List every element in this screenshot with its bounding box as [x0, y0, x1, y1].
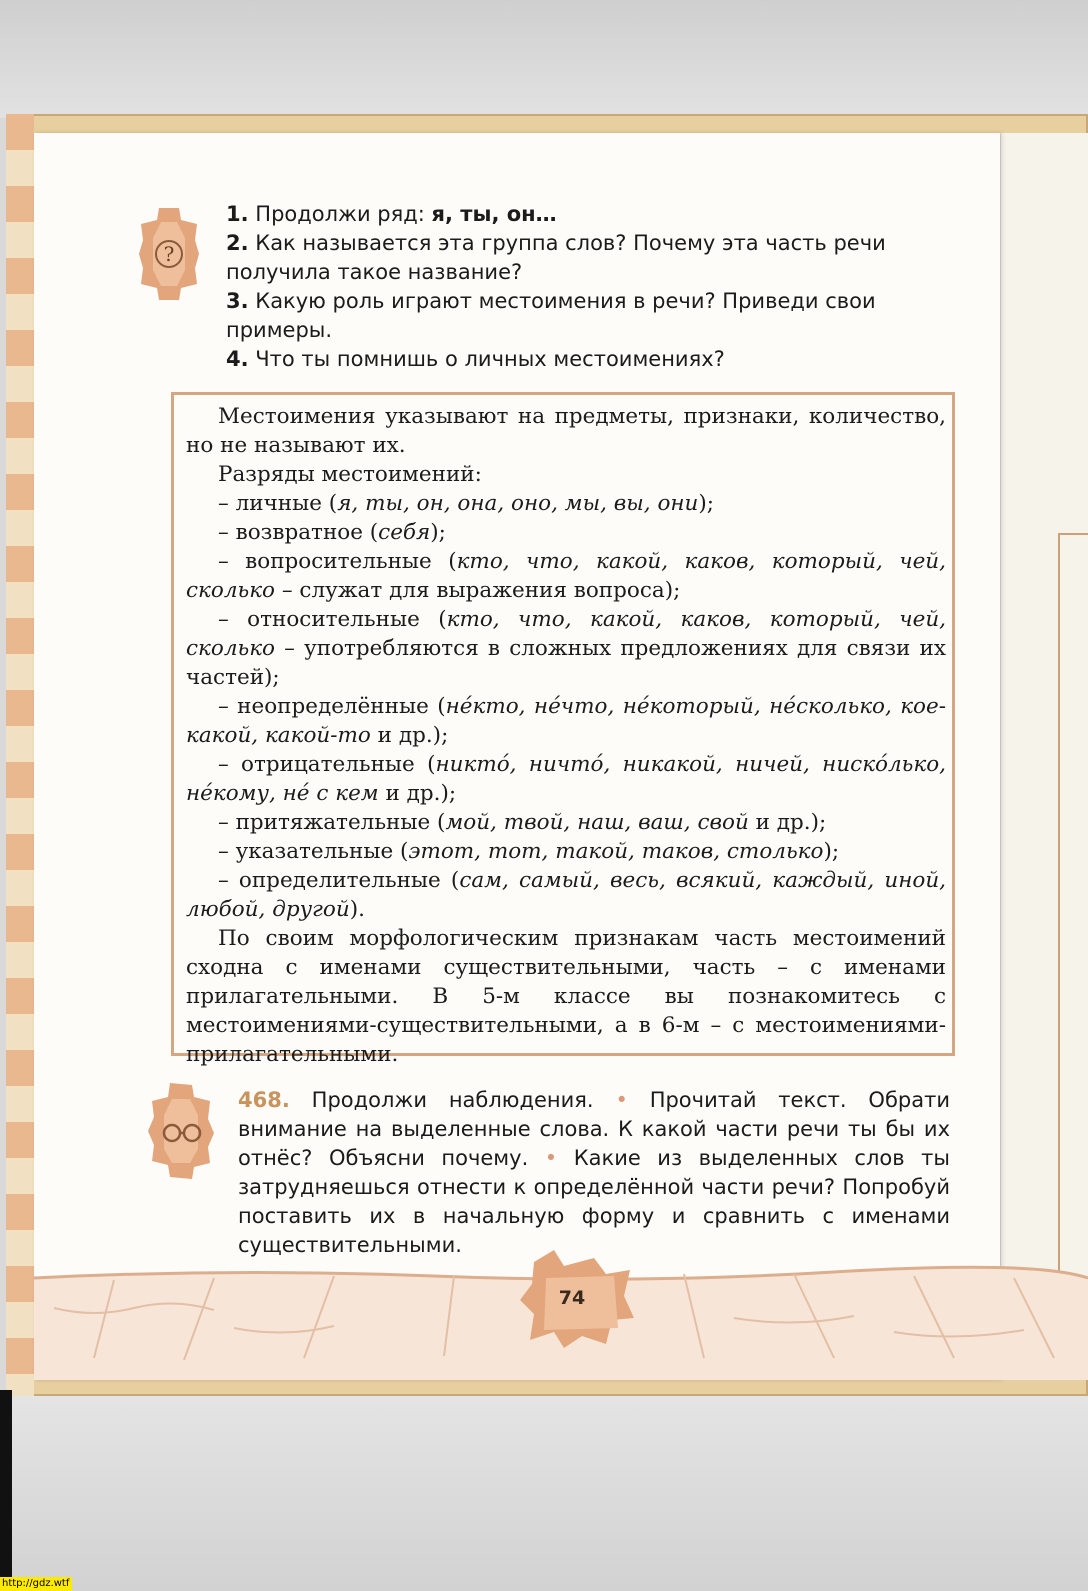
category-examples: сам, самый, весь, всякий, каждый, иной, любой, другой — [186, 868, 947, 922]
category-item — [186, 489, 946, 518]
category-item — [186, 750, 946, 808]
question-number: 3. — [226, 289, 249, 313]
exercise-number: 468. — [238, 1088, 290, 1112]
scan-dark-strip — [0, 1390, 12, 1591]
category-item — [186, 692, 946, 750]
category-name: – относительные ( — [218, 607, 447, 632]
rule-intro: Местоимения указывают на предметы, признаки, количество, но не называют их. — [186, 404, 946, 458]
category-tail: ); — [698, 491, 715, 516]
category-item — [186, 866, 946, 924]
question-text: Что ты помнишь о личных местоимениях? — [255, 347, 725, 371]
category-item — [186, 808, 946, 837]
rule-conclusion: По своим морфологическим признакам часть местоимений сходна с именами существительными, часть – с именами прилагательными. В 5-м классе вы познакомитесь с местоимениями-существительными, а в 6-м – с местоимениями-прилагательными. — [186, 926, 946, 1067]
category-name: – личные ( — [218, 491, 338, 516]
cover-pattern — [6, 114, 34, 1396]
watermark-label: http://gdz.wtf — [0, 1577, 72, 1591]
category-name: – притяжательные ( — [218, 810, 446, 835]
category-tail: ); — [823, 839, 840, 864]
category-tail: и др.); — [378, 781, 457, 806]
rule-heading: Разряды местоимений: — [218, 462, 482, 487]
question-number: 4. — [226, 347, 249, 371]
category-examples: мой, твой, наш, ваш, свой — [445, 810, 749, 835]
category-tail: и др.); — [370, 723, 449, 748]
category-name: – определительные ( — [218, 868, 460, 893]
category-tail: ); — [430, 520, 446, 545]
exercise-paragraph — [238, 1086, 950, 1260]
question-item — [226, 287, 946, 345]
question-item — [226, 229, 946, 287]
exercise-task: Прочитай текст. Обрати внимание на выделенные слова. К какой части речи ты бы их отнёс? Объясни почему. — [238, 1088, 950, 1170]
category-examples: я, ты, он, она, оно, мы, вы, они — [337, 491, 699, 516]
exercise-task: Продолжи наблюдения. — [311, 1088, 594, 1112]
category-name: – вопросительные ( — [218, 549, 457, 574]
category-name: – отрицательные ( — [218, 752, 436, 777]
question-badge-icon — [139, 208, 199, 300]
wood-footer-decoration — [34, 1248, 1088, 1380]
category-examples: этот, тот, такой, таков, столько — [408, 839, 824, 864]
question-text: Продолжи ряд: — [255, 202, 432, 226]
category-name: – указательные ( — [218, 839, 409, 864]
question-list — [226, 200, 946, 374]
question-number: 2. — [226, 231, 249, 255]
question-text: Какую роль играют местоимения в речи? Приведи свои примеры. — [226, 289, 876, 342]
category-tail: – служат для выражения вопроса); — [275, 578, 681, 603]
category-item — [186, 518, 946, 547]
rule-text — [186, 402, 946, 1069]
scan-background-bottom — [0, 1395, 1088, 1591]
question-item — [226, 345, 946, 374]
category-examples: не́кто, не́что, не́который, не́сколько, кое-какой, какой-то — [186, 694, 946, 748]
exercise-text — [238, 1086, 950, 1260]
category-name: – неопределённые ( — [218, 694, 446, 719]
right-page-frame — [1058, 533, 1088, 1282]
exercise-task: Какие из выделенных слов ты затрудняешься отнести к определённой части речи? Попробуй поставить их в начальную форму и сравнить с именами существительными. — [238, 1146, 950, 1257]
category-examples: кто, что, какой, каков, который, чей, сколько — [186, 607, 946, 661]
question-bold-text: я, ты, он… — [431, 202, 557, 226]
category-examples: никто́, ничто́, никакой, ничей, ниско́лько, не́кому, не́ с кем — [186, 752, 946, 806]
category-item — [186, 605, 946, 692]
category-item — [186, 547, 946, 605]
category-examples: себя — [378, 520, 431, 545]
category-examples: кто, что, какой, каков, который, чей, сколько — [186, 549, 946, 603]
question-number: 1. — [226, 202, 249, 226]
svg-text:?: ? — [163, 242, 175, 266]
category-tail: – употребляются в сложных предложениях для связи их частей); — [186, 636, 946, 690]
category-item — [186, 837, 946, 866]
bullet-icon: • — [544, 1146, 558, 1170]
category-name: – возвратное ( — [218, 520, 379, 545]
bullet-icon: • — [615, 1088, 628, 1112]
question-item — [226, 200, 946, 229]
category-tail: ). — [349, 897, 365, 922]
glasses-badge-icon — [148, 1083, 214, 1179]
page-number: 74 — [558, 1287, 586, 1309]
category-tail: и др.); — [748, 810, 827, 835]
question-text: Как называется эта группа слов? Почему эта часть речи получила такое название? — [226, 231, 886, 284]
scan-background-top — [0, 0, 1088, 118]
